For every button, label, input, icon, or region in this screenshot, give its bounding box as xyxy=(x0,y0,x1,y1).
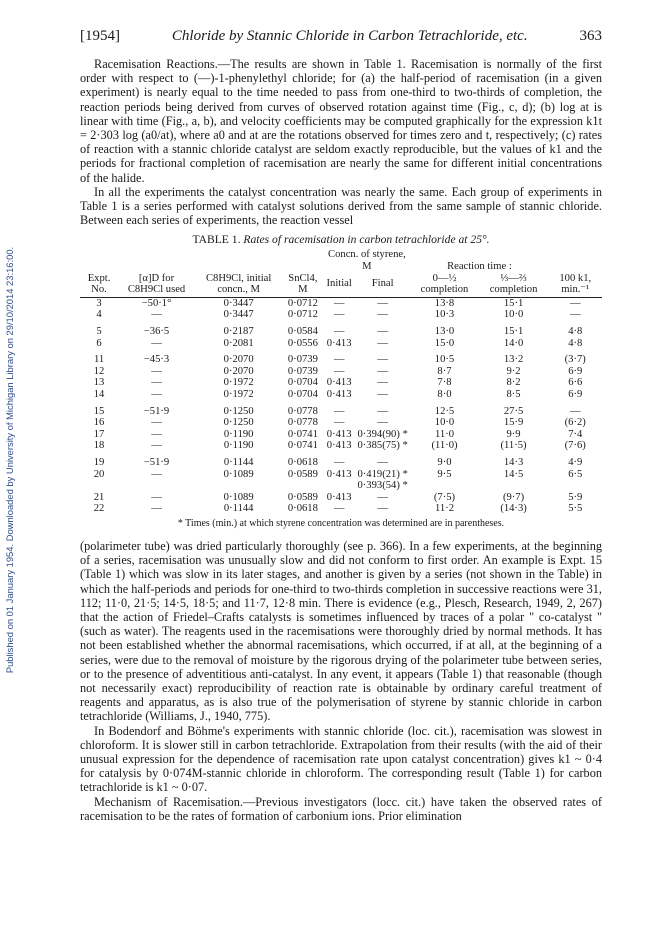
table-cell: 0·1089 xyxy=(223,468,254,480)
table-cell: (6·2) xyxy=(564,417,586,429)
table-cell: — xyxy=(151,440,162,452)
table-cell: 15·1 xyxy=(503,297,524,309)
table-cell: 13 xyxy=(93,377,105,389)
table-cell: 6·9 xyxy=(568,388,583,400)
table-cell: — xyxy=(151,417,162,429)
table-row xyxy=(80,309,602,321)
table-cell: 0·0589 xyxy=(287,468,318,480)
download-watermark xyxy=(0,40,24,880)
table-cell: — xyxy=(333,354,345,366)
table-cell: — xyxy=(377,405,388,417)
table-cell: — xyxy=(377,377,388,389)
table-cell: — xyxy=(377,456,388,468)
table-cell xyxy=(549,480,603,492)
table-cell: 0·0741 xyxy=(287,440,318,452)
table-cell: 0·0712 xyxy=(287,297,318,309)
table-cell: (11·0) xyxy=(431,440,458,452)
table-cell: 6 xyxy=(96,337,102,349)
table-cell: 3 xyxy=(96,297,102,309)
table-cell: 10·0 xyxy=(434,417,455,429)
table-cell xyxy=(323,480,355,492)
table-cell: −51·9 xyxy=(143,456,170,468)
table-cell xyxy=(282,480,323,492)
col-rt-third: ⅓—⅔ completion xyxy=(489,272,538,296)
table-cell: 11 xyxy=(93,354,105,366)
table-cell: 0·394(90) * xyxy=(357,428,408,440)
table-cell: 4·8 xyxy=(568,326,583,337)
table-cell: — xyxy=(333,405,345,417)
table-cell: 0·1089 xyxy=(223,491,254,503)
table-row xyxy=(80,417,602,429)
table-cell: — xyxy=(333,503,345,515)
table-cell: 4·9 xyxy=(568,456,583,468)
table-row xyxy=(80,480,602,492)
table-cell: 15·0 xyxy=(434,337,455,349)
table-row xyxy=(80,354,602,366)
table-cell: 9·9 xyxy=(506,428,521,440)
table-cell: 14 xyxy=(93,388,105,400)
table-cell: 10·5 xyxy=(434,354,455,366)
table-cell: (3·7) xyxy=(564,354,586,366)
table-cell: — xyxy=(333,309,345,321)
table-cell: 0·0556 xyxy=(287,337,318,349)
table-cell: 4 xyxy=(96,309,102,321)
table-cell: 12 xyxy=(93,365,105,377)
table-cell: 6·9 xyxy=(568,365,583,377)
table-cell: — xyxy=(569,297,581,309)
table-caption xyxy=(80,233,602,246)
table-cell: 0·3447 xyxy=(223,309,254,321)
table-cell: 0·413 xyxy=(326,377,352,389)
table-body xyxy=(80,297,602,515)
table-label: TABLE 1. xyxy=(192,233,241,247)
table-cell: 0·1190 xyxy=(223,428,254,440)
table-cell: 17 xyxy=(93,428,105,440)
table-cell: 14·0 xyxy=(503,337,524,349)
table-cell: — xyxy=(377,337,388,349)
table-cell: 8·0 xyxy=(437,388,452,400)
header-year: [1954] xyxy=(80,28,120,44)
journal-page xyxy=(80,28,602,823)
table-cell: 6·5 xyxy=(568,468,583,480)
table-cell: — xyxy=(151,503,162,515)
table-cell: 19 xyxy=(93,456,105,468)
table-cell: 21 xyxy=(93,491,105,503)
table-row xyxy=(80,326,602,338)
table-cell: 13·0 xyxy=(434,326,455,337)
table-cell: 0·0741 xyxy=(287,428,318,440)
table-cell: 18 xyxy=(93,440,105,452)
table-cell: 0·1972 xyxy=(223,377,254,389)
table-cell: 0·0739 xyxy=(287,354,318,366)
table-cell: — xyxy=(377,309,388,321)
table-cell xyxy=(118,480,195,492)
table-cell: (11·5) xyxy=(500,440,527,452)
table-cell: 14·3 xyxy=(503,456,524,468)
table-row xyxy=(80,338,602,350)
table-footnote: * Times (min.) at which styrene concentration was determined are in parentheses. xyxy=(177,517,505,529)
table-cell: — xyxy=(151,491,162,503)
table-cell: 0·393(54) * xyxy=(357,480,408,492)
table-cell: 0·1190 xyxy=(223,440,254,452)
table-cell: −36·5 xyxy=(143,326,170,337)
table-cell: — xyxy=(377,388,388,400)
running-header xyxy=(80,28,602,45)
table-cell: 15 xyxy=(93,405,105,417)
table-cell: 0·0704 xyxy=(287,377,318,389)
table-cell: — xyxy=(377,491,388,503)
table-cell: 0·385(75) * xyxy=(357,440,408,452)
table-cell: (7·5) xyxy=(433,491,456,503)
table-cell: 5 xyxy=(96,326,102,337)
table-cell: 10·3 xyxy=(434,309,455,321)
table-cell: 0·1250 xyxy=(223,417,254,429)
table-cell: 12·5 xyxy=(434,405,455,417)
table-cell: — xyxy=(333,297,345,309)
table-cell: — xyxy=(151,337,162,349)
table-cell: — xyxy=(377,417,388,429)
table-cell: 0·0618 xyxy=(287,456,318,468)
col-conc: C8H9Cl, initial concn., M xyxy=(205,272,272,296)
table-cell: — xyxy=(377,297,388,309)
paragraph-mechanism: Mechanism of Racemisation.—Previous investigators (locc. cit.) have taken the observed rates of racemisation to be the rates of formation of carbonium ions. Prior elimination xyxy=(80,794,602,823)
table-cell: −50·1° xyxy=(141,297,172,309)
table-cell: 0·1144 xyxy=(223,503,254,515)
table-cell: (7·6) xyxy=(564,440,586,452)
table-cell: — xyxy=(151,428,162,440)
col-alpha: [α]D for C8H9Cl used xyxy=(127,272,186,296)
table-cell: 0·413 xyxy=(326,428,352,440)
col-rt-half: 0—½ completion xyxy=(420,272,469,296)
page-number: 363 xyxy=(579,28,602,44)
table-cell: (14·3) xyxy=(500,503,527,515)
table-cell: 0·2081 xyxy=(223,337,254,349)
table-cell: — xyxy=(333,365,345,377)
table-row xyxy=(80,366,602,378)
table-cell: 0·0739 xyxy=(287,365,318,377)
table-cell: 0·1144 xyxy=(223,456,254,468)
table-cell: 20 xyxy=(93,468,105,480)
table-cell: 10·0 xyxy=(503,309,524,321)
table-cell: — xyxy=(377,354,388,366)
table-caption-text: Rates of racemisation in carbon tetrachloride at 25°. xyxy=(243,233,490,247)
table-cell: 0·413 xyxy=(326,440,352,452)
table-row xyxy=(80,457,602,469)
table-cell: 13·2 xyxy=(503,354,524,366)
table-cell: 16 xyxy=(93,417,105,429)
col-expt: Expt. No. xyxy=(87,272,111,296)
table-cell: — xyxy=(377,503,388,515)
table-cell: — xyxy=(333,456,345,468)
table-cell xyxy=(410,480,478,492)
table-cell: — xyxy=(377,326,388,337)
table-cell: 0·0584 xyxy=(287,326,318,337)
table-cell: — xyxy=(569,405,581,417)
table-cell: 4·8 xyxy=(568,337,583,349)
table-cell: 13·8 xyxy=(434,297,455,309)
table-cell: 0·413 xyxy=(326,388,352,400)
racemisation-table xyxy=(80,249,602,514)
table-cell: 6·6 xyxy=(568,377,583,389)
table-cell: 0·413 xyxy=(326,337,352,349)
paragraph-racemisation-reactions: Racemisation Reactions.—The results are shown in Table 1. Racemisation is normally of the first order with respect to (—)-1-phenylethyl chloride; for (a) the half-period of racemisation (in a given experiment) is nearly equal to the time needed to pass from one-third to two-thirds of completion, the reaction periods being derived from curves of observed rotation against time (Fig., c, d); (b) log at is linear with time (Fig., a, b), and velocity coefficients may be computed graphically for the expression k1t = 2·303 log (a0/at), where a0 and at are the rotations observed for times zero and t, respectively; (c) rates of reaction with a stannic chloride catalyst are seldom exactly reproducible, but the values of k1 and the periods for fractional completion of racemisation are nearly the same for different initial concentrations of the halide. xyxy=(80,57,602,185)
table-row xyxy=(80,389,602,401)
table-cell: — xyxy=(151,377,162,389)
table-cell xyxy=(195,480,282,492)
col-styrene: Concn. of styrene, M xyxy=(328,249,406,273)
table-cell: 15·1 xyxy=(503,326,524,337)
table-cell: 0·0712 xyxy=(287,309,318,321)
table-cell: — xyxy=(151,468,162,480)
table-row xyxy=(80,429,602,441)
table-cell: 0·0704 xyxy=(287,388,318,400)
table-cell: 0·2070 xyxy=(223,365,254,377)
table-cell: 0·413 xyxy=(326,468,352,480)
table-cell xyxy=(479,480,549,492)
table-cell: 7·8 xyxy=(437,377,452,389)
table-cell: — xyxy=(377,365,388,377)
table-cell: 11·2 xyxy=(434,503,454,515)
table-cell: 9·0 xyxy=(437,456,452,468)
col-k1: 100 k1, min.⁻¹ xyxy=(559,272,592,296)
table-cell: — xyxy=(151,388,162,400)
table-cell: −51·9 xyxy=(143,405,170,417)
table-row xyxy=(80,440,602,452)
table-cell: 22 xyxy=(93,503,105,515)
table-cell: 0·3447 xyxy=(223,297,254,309)
table-cell: — xyxy=(333,326,345,337)
table-cell: 5·5 xyxy=(568,503,583,515)
col-sncl: SnCl4, M xyxy=(288,272,318,296)
paragraph-polarimeter: (polarimeter tube) was dried particularly thoroughly (see p. 366). In a few experiments, at the beginning of a series, racemisation was unusually slow and did not conform to first order. An example is Expt. 15 (Table 1) which was slow in its later stages, and another is given by a series (not shown in the Table) in which the half-periods and periods for one-third to two-thirds completion in successive reactions were 31, 112; 11·0, 21·5; 14·5, 18·5; and 11·7, 12·8 min. There is evidence (e.g., Plesch, Research, 1949, 2, 267) that the action of Friedel–Crafts catalysts is sometimes influenced by traces of a polar " co-catalyst " (such as water). The reagents used in the racemisations were thoroughly dried by normal methods. It has not been established whether the abnormal racemisations, which occurred, if at all, at the beginning of a series, were due to the removal of moisture by the rigorous drying of the polarimeter tube between series, or to the presence of adventitious anti-catalyst. In any event, it appears (Table 1) that reasonable (though not necessarily exact) reproducibility of reaction rate is obtainable by ordinary careful treatment of reagents and apparatus, as is also true of the polymerisation of styrene by stannic chloride in carbon tetrachloride (Williams, J., 1940, 775). xyxy=(80,538,602,724)
paragraph-catalyst-concentration: In all the experiments the catalyst concentration was nearly the same. Each group of experiments in Table 1 is a series performed with catalyst solutions derived from the same sample of stannic chloride. Between each series of experiments, the reaction vessel xyxy=(80,184,602,228)
table-cell: 11·0 xyxy=(434,428,454,440)
table-cell: 0·0589 xyxy=(287,491,318,503)
col-reaction-time: Reaction time : xyxy=(447,261,512,273)
table-cell: — xyxy=(333,417,345,429)
table-row xyxy=(80,297,602,309)
table-row xyxy=(80,469,602,481)
table-cell: 8·5 xyxy=(506,388,521,400)
table-cell: 5·9 xyxy=(568,491,583,503)
table-cell: 8·2 xyxy=(506,377,521,389)
table-cell: 0·1972 xyxy=(223,388,254,400)
table-cell: (9·7) xyxy=(502,491,525,503)
table-row xyxy=(80,503,602,515)
paragraph-bodendorf: In Bodendorf and Böhme's experiments with stannic chloride (loc. cit.), racemisation was slowest in chloroform. It is slower still in carbon tetrachloride. Extrapolation from their results (with the aid of their unusual expression for the dependence of racemisation rate upon catalyst concentration) gives k1 ~ 0·4 for catalysis by 0·074M-stannic chloride in chloroform. The corresponding result (Table 1) for carbon tetrachloride is k1 ~ 0·07. xyxy=(80,723,602,795)
table-cell: −45·3 xyxy=(143,354,170,366)
col-styrene-initial: Initial xyxy=(326,278,352,290)
table-cell xyxy=(80,480,118,492)
table-cell: 27·5 xyxy=(503,405,524,417)
table-cell: 0·0618 xyxy=(287,503,318,515)
table-cell: — xyxy=(569,309,581,321)
table-cell: 7·4 xyxy=(568,428,583,440)
table-cell: 0·0778 xyxy=(287,405,318,417)
table-cell: 0·413 xyxy=(326,491,352,503)
table-cell: 0·2070 xyxy=(223,354,254,366)
table-cell: 0·2187 xyxy=(223,326,254,337)
table-cell: 0·1250 xyxy=(223,405,254,417)
table-cell: 0·419(21) * xyxy=(357,468,408,480)
table-cell: — xyxy=(151,365,162,377)
table-cell: 8·7 xyxy=(437,365,452,377)
header-title: Chloride by Stannic Chloride in Carbon Tetrachloride, etc. xyxy=(171,28,528,44)
table-cell: 14·5 xyxy=(503,468,524,480)
table-row xyxy=(80,377,602,389)
watermark-text: Published on 01 January 1954. Downloaded by University of Michigan Library on 29/10/2014 23:16:00. xyxy=(4,246,15,674)
table-row xyxy=(80,492,602,504)
table-cell: 9·2 xyxy=(506,365,521,377)
col-styrene-final: Final xyxy=(371,278,394,290)
table-cell: 9·5 xyxy=(437,468,452,480)
table-cell: 0·0778 xyxy=(287,417,318,429)
table-row xyxy=(80,406,602,418)
table-cell: 15·9 xyxy=(503,417,524,429)
table-cell: — xyxy=(151,309,162,321)
